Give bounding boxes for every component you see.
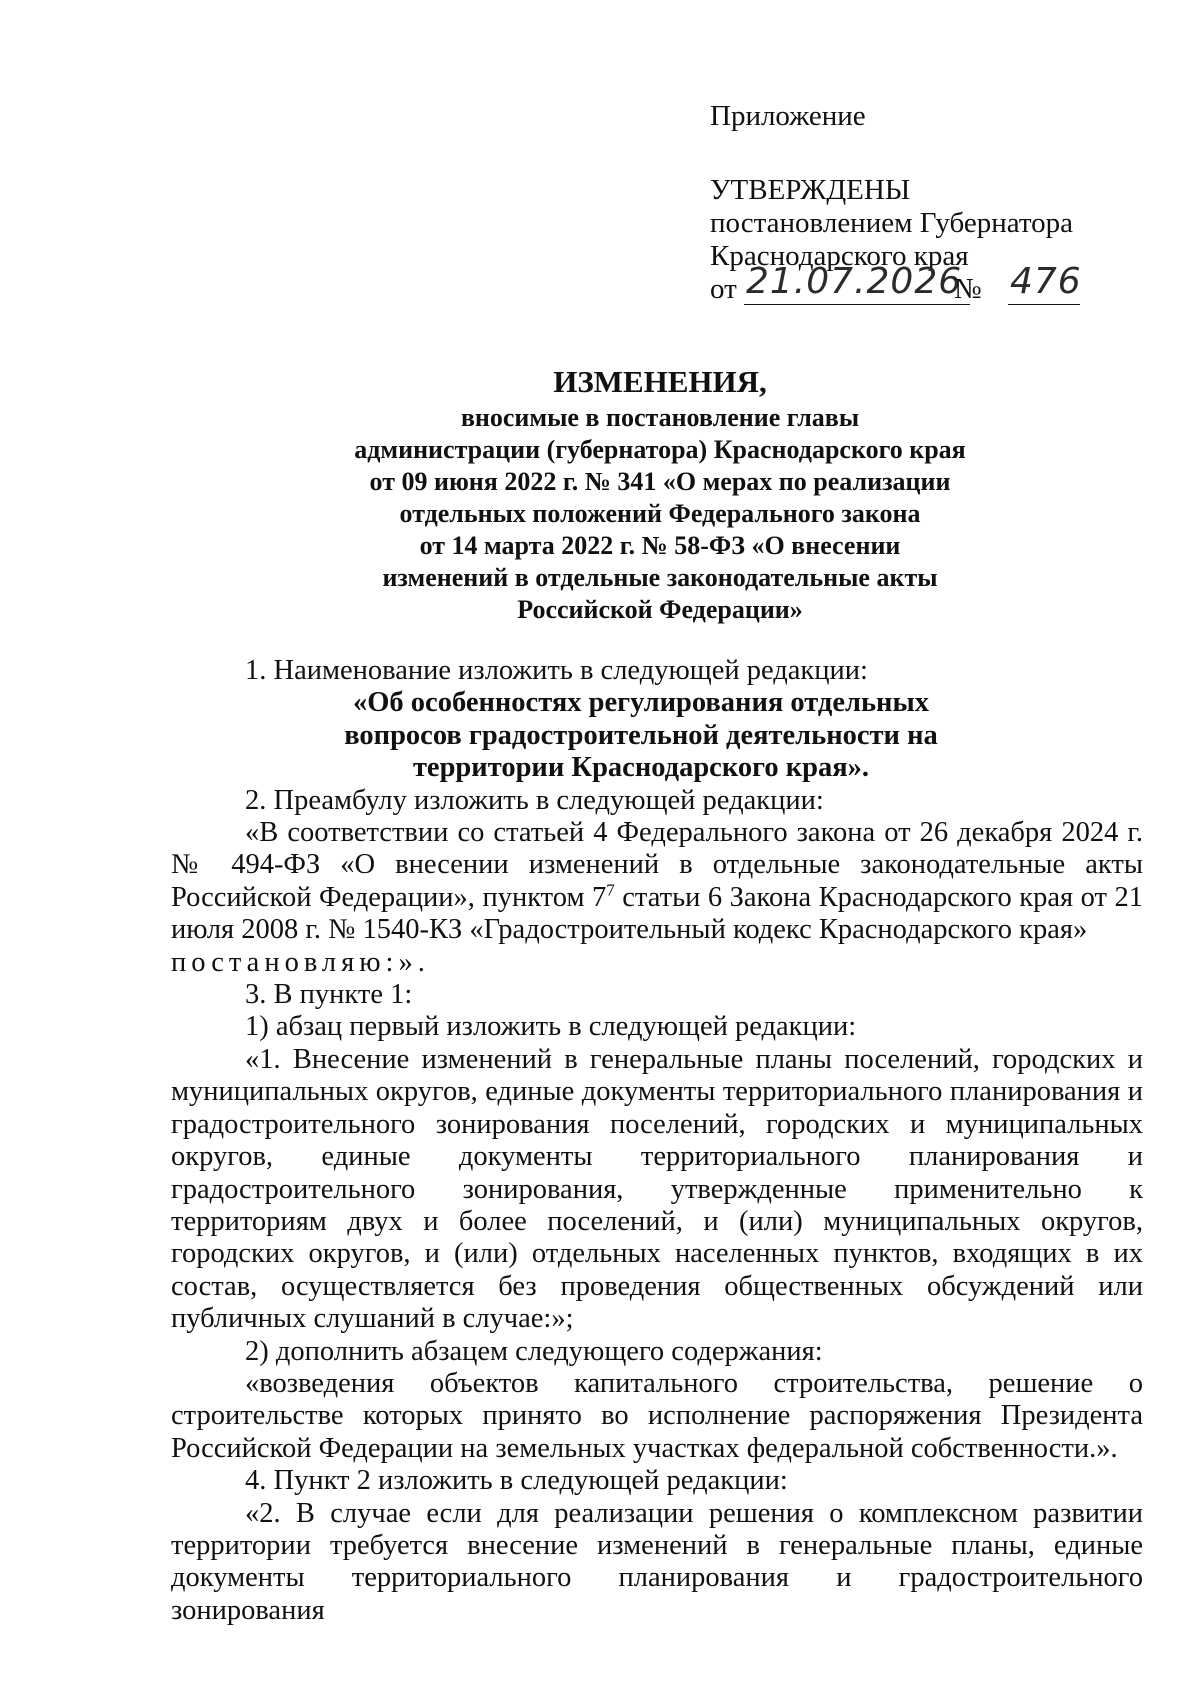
handwritten-date: 21.07.2026 bbox=[746, 261, 963, 302]
appendix-label: Приложение bbox=[710, 100, 866, 132]
title-line: от 09 июня 2022 г. № 341 «О мерах по реализации bbox=[369, 467, 951, 496]
approved-label: УТВЕРЖДЕНЫ bbox=[710, 174, 911, 206]
document-body bbox=[171, 655, 1143, 1627]
item-3: 3. В пункте 1: bbox=[245, 979, 413, 1011]
preamble-text-b: статьи 6 Закона Краснодарского края от 21 июля 2008 г. № 1540-КЗ «Градостроительный кодекс Краснодарского края» bbox=[171, 881, 1143, 946]
item-3-1-text: «1. Внесение изменений в генеральные планы поселений, городских и муниципальных округов, единые документы территориального планирования и градостроительного зонирования поселений, городских и муниципальных округов, единые документы территориального планирования и градостроительного зонирования, утвержденные применительно к территориям двух и более поселений, и (или) муниципальных округов, городских округов, и (или) отдельных населенных пунктов, входящих в их состав, осуществляется без проведения общественных обсуждений или публичных слушаний в случае:»; bbox=[171, 1043, 1143, 1335]
title-line: администрации (губернатора) Краснодарского края bbox=[354, 435, 966, 464]
item-2: 2. Преамбулу изложить в следующей редакции: bbox=[245, 784, 824, 816]
document-title bbox=[160, 364, 1160, 626]
date-number-row bbox=[710, 261, 1082, 311]
title-line: изменений в отдельные законодательные акты bbox=[382, 563, 938, 592]
item-3-2: 2) дополнить абзацем следующего содержания: bbox=[245, 1335, 823, 1367]
preamble-text-a: «В соответствии со статьей 4 Федерального закона от 26 декабря 2024 г. № 494-ФЗ «О внесении изменений в отдельные законодательные акты Российской Федерации», пунктом 7 bbox=[171, 817, 1143, 913]
approval-block bbox=[710, 100, 1082, 311]
title-line: вносимые в постановление главы bbox=[460, 403, 860, 432]
number-label: № bbox=[954, 273, 982, 305]
preamble-decree-word: постановляю:». bbox=[171, 946, 430, 978]
item-3-2-text: «возведения объектов капитального строительства, решение о строительстве которых принято во исполнение распоряжения Президента Российской Федерации на земельных участках федеральной собственности.». bbox=[171, 1367, 1143, 1464]
approved-by-line-2: Краснодарского края bbox=[710, 240, 969, 272]
handwritten-number: 476 bbox=[1010, 261, 1082, 302]
item-4-text: «2. В случае если для реализации решения о комплексном развитии территории требуется внесение изменений в генеральные планы, единые документы территориального планирования и градостроительного зонирования bbox=[171, 1497, 1143, 1626]
item-1: 1. Наименование изложить в следующей редакции: bbox=[245, 655, 868, 686]
number-underline bbox=[1008, 304, 1080, 305]
new-title-line: территории Краснодарского края». bbox=[412, 752, 870, 784]
new-title-line: «Об особенностях регулирования отдельных bbox=[353, 687, 929, 719]
new-title-line: вопросов градостроительной деятельности на bbox=[344, 719, 938, 751]
title-line: от 14 марта 2022 г. № 58-ФЗ «О внесении bbox=[419, 531, 901, 560]
item-3-1: 1) абзац первый изложить в следующей редакции: bbox=[245, 1011, 857, 1043]
title-line: отдельных положений Федерального закона bbox=[399, 499, 921, 528]
title-main: ИЗМЕНЕНИЯ, bbox=[553, 364, 767, 399]
item-2-preamble bbox=[171, 817, 1143, 947]
approved-by-line-1: постановлением Губернатора bbox=[710, 207, 1074, 239]
item-1-new-title bbox=[211, 687, 1071, 784]
date-underline bbox=[744, 304, 970, 305]
date-label: от bbox=[710, 273, 737, 305]
item-4: 4. Пункт 2 изложить в следующей редакции: bbox=[245, 1465, 788, 1497]
preamble-superscript: 7 bbox=[606, 880, 615, 900]
title-line: Российской Федерации» bbox=[517, 595, 803, 624]
